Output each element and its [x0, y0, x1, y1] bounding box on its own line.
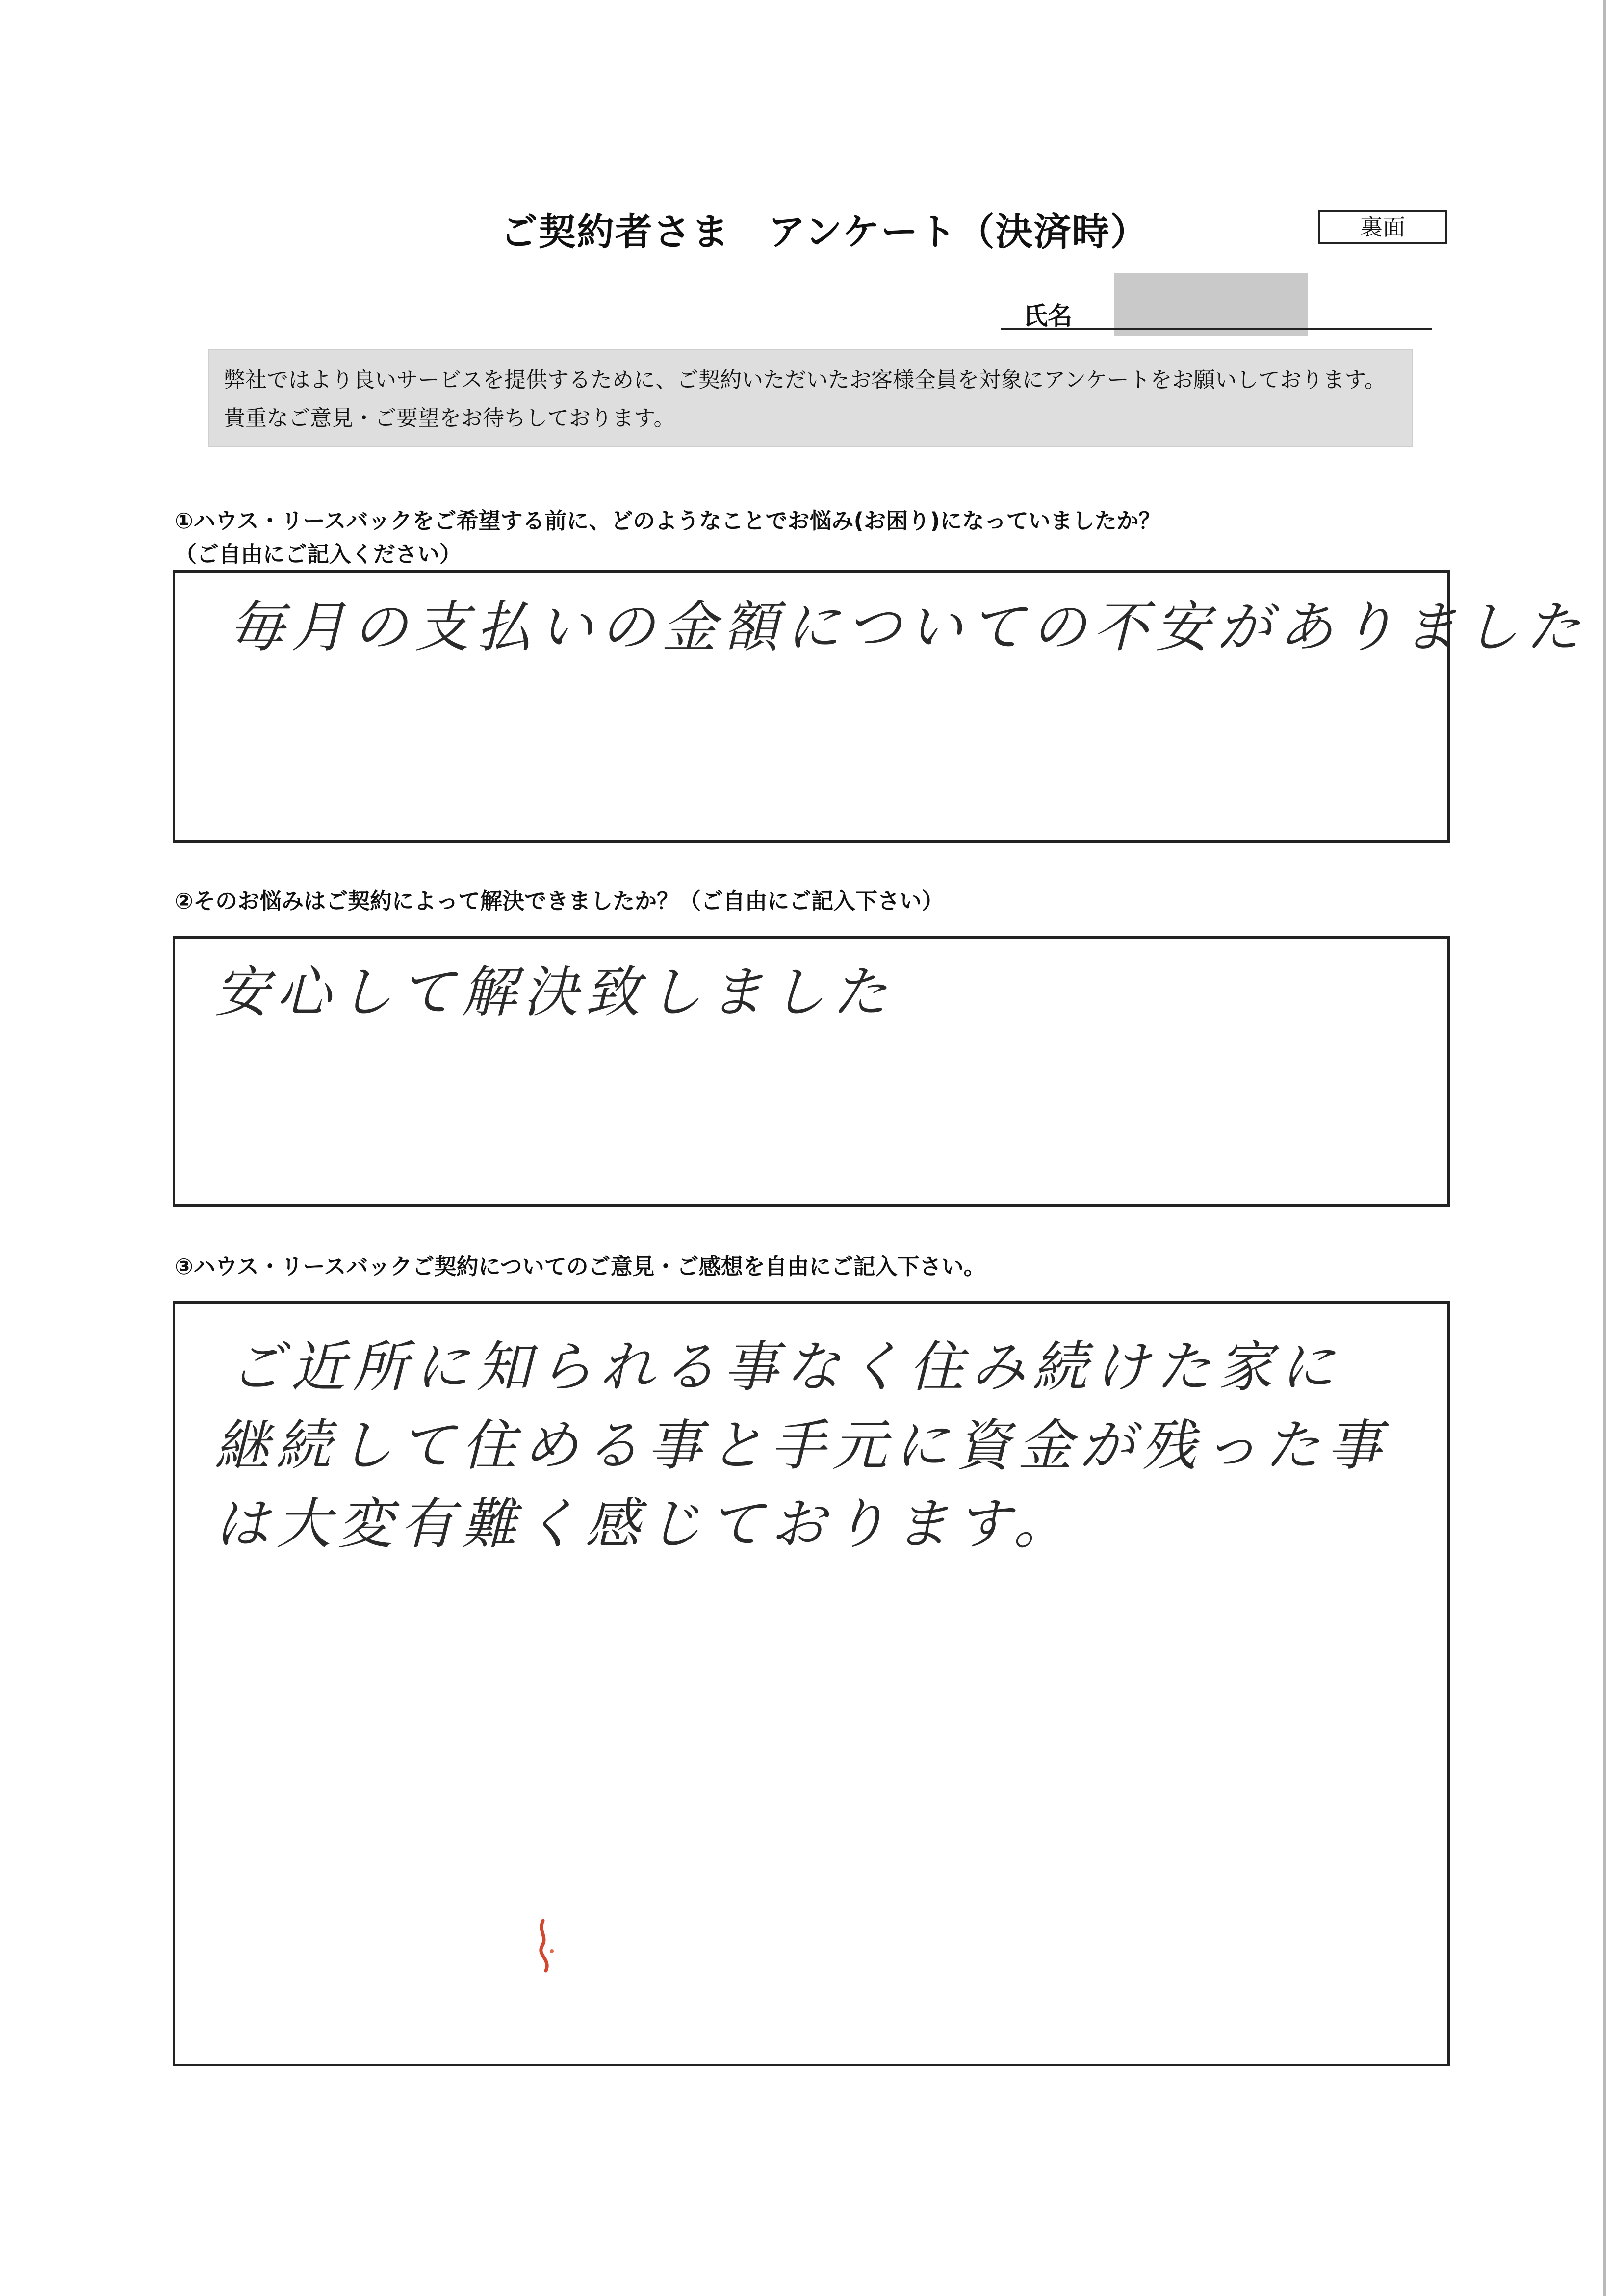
- question-1: ①ハウス・リースバックをご希望する前に、どのようなことでお悩み(お困り)になっていましたか？: [175, 508, 1161, 534]
- name-redaction: [1114, 273, 1308, 336]
- question-2: ②そのお悩みはご契約によって解決できましたか？（ご自由にご記入下さい）: [175, 888, 944, 914]
- page-edge: [1603, 0, 1606, 2296]
- name-label: 氏名: [1023, 302, 1072, 330]
- side-label: 裏面: [1318, 210, 1447, 244]
- handwritten-answer: 継続して住める事と手元に資金が残った事: [214, 1414, 1389, 1478]
- question-3: ③ハウス・リースバックご契約についてのご意見・ご感想を自由にご記入下さい。: [175, 1253, 986, 1279]
- answer-box-2[interactable]: [173, 936, 1450, 1207]
- notice-line: 弊社ではより良いサービスを提供するために、ご契約いただいたお客様全員を対象にアンケートをお願いしております。: [224, 367, 1386, 392]
- notice-box: [208, 349, 1413, 447]
- page-title: ご契約者さま アンケート（決済時）: [500, 210, 1149, 254]
- notice-line: 貴重なご意見・ご要望をお待ちしております。: [224, 406, 675, 431]
- handwritten-answer: ご近所に知られる事なく住み続けた家に: [229, 1335, 1341, 1399]
- handwritten-answer: は大変有難く感じております。: [214, 1492, 1076, 1556]
- name-underline: [1001, 328, 1432, 330]
- handwritten-answer: 毎月の支払いの金額についての不安がありました: [229, 596, 1588, 659]
- handwritten-answer: 安心して解決致しました: [214, 961, 894, 1024]
- answer-box-3[interactable]: [173, 1301, 1450, 2066]
- question-1-subtext: （ご自由にご記入ください）: [175, 541, 462, 567]
- answer-box-1[interactable]: [173, 570, 1588, 843]
- red-mark: [533, 1917, 563, 1976]
